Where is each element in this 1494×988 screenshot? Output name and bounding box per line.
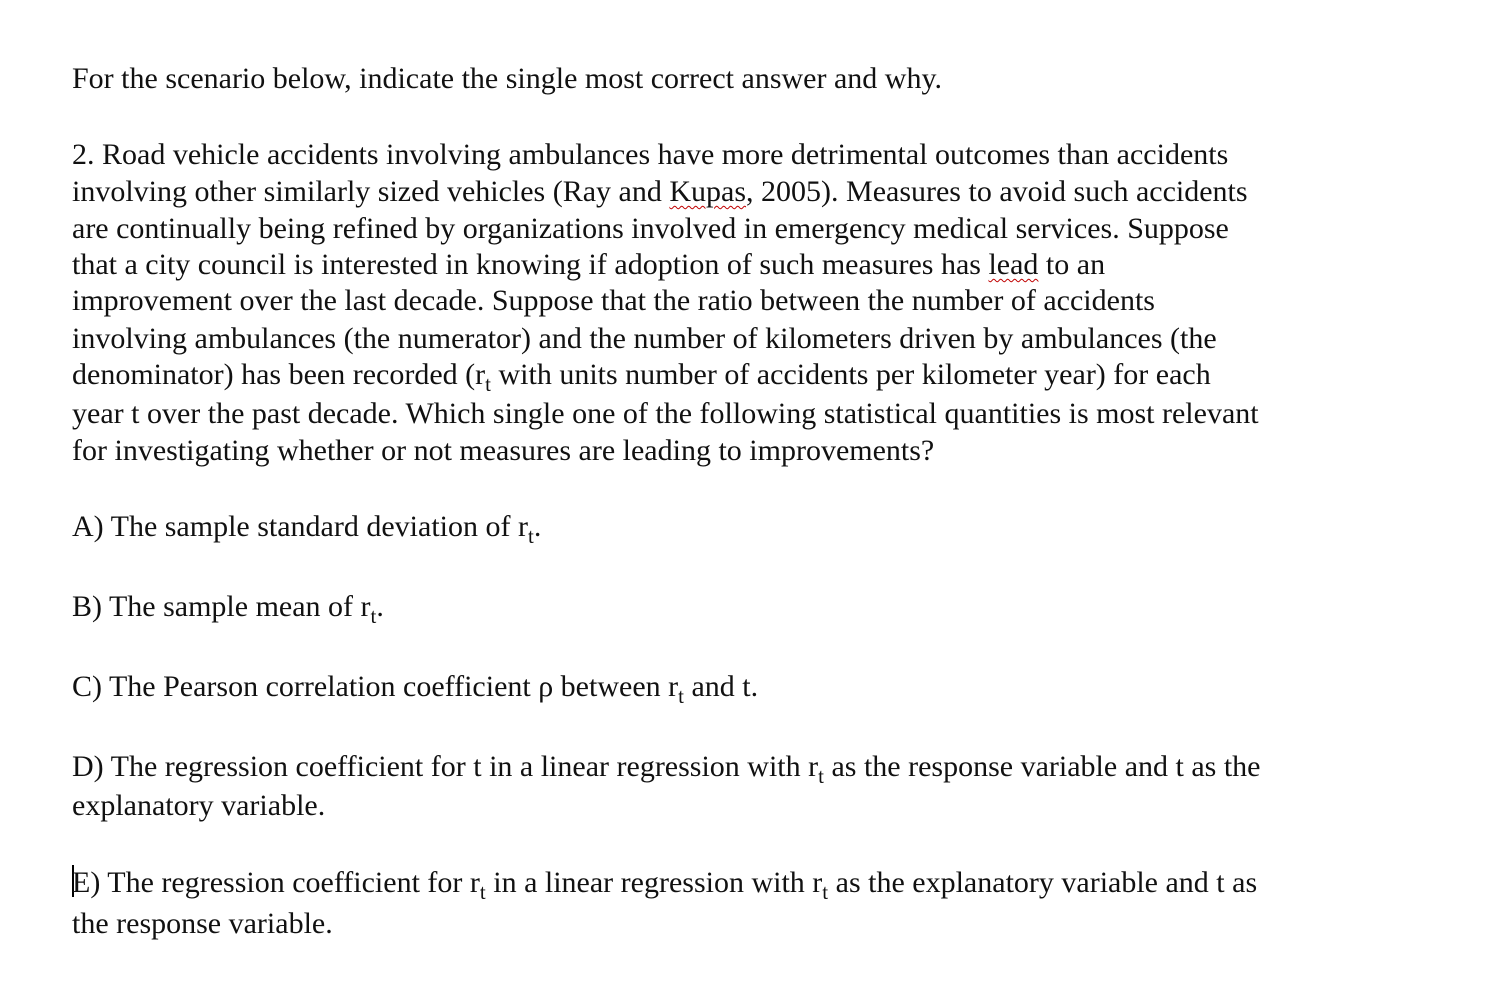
question-line: involving ambulances (the numerator) and the number of kilometers driven by ambulances (the xyxy=(72,322,1217,355)
text-run: A) The sample standard deviation of r xyxy=(72,510,528,543)
text-run: involving other similarly sized vehicles (Ray and xyxy=(72,175,670,208)
subscript: t xyxy=(678,684,684,708)
text-run: as the explanatory variable and t as xyxy=(828,866,1258,899)
question-line xyxy=(72,246,1105,283)
question-line: year t over the past decade. Which single one of the following statistical quantities is most relevant xyxy=(72,397,1259,430)
option-c xyxy=(72,668,758,708)
text-run: C) The Pearson correlation coefficient ρ between r xyxy=(72,670,679,703)
text-run: in a linear regression with r xyxy=(485,866,823,899)
text-run: B) The sample mean of r xyxy=(72,590,371,623)
subscript: t xyxy=(818,764,824,788)
misspelled-word[interactable]: lead xyxy=(988,248,1039,281)
text-run: to an xyxy=(1038,248,1106,281)
text-run: that a city council is interested in knowing if adoption of such measures has xyxy=(72,248,989,281)
subscript: t xyxy=(822,880,829,904)
question-line: 2. Road vehicle accidents involving ambulances have more detrimental outcomes than accidents xyxy=(72,138,1229,171)
subscript: t xyxy=(479,880,486,904)
subscript: t xyxy=(370,604,377,628)
text-run: as the response variable and t as the xyxy=(823,750,1261,783)
misspelled-word[interactable]: Kupas xyxy=(669,175,747,208)
question-line: for investigating whether or not measures are leading to improvements? xyxy=(72,434,935,467)
option-line xyxy=(72,748,1261,788)
option-line xyxy=(72,864,1257,904)
question-line: improvement over the last decade. Suppose that the ratio between the number of accidents xyxy=(72,284,1155,317)
question-line xyxy=(72,173,1248,210)
text-run: E) The regression coefficient for r xyxy=(72,866,480,899)
text-run: , 2005). Measures to avoid such accidents xyxy=(746,175,1248,208)
subscript: t xyxy=(485,372,491,396)
instruction-text: For the scenario below, indicate the single most correct answer and why. xyxy=(72,62,942,95)
text-run: with units number of accidents per kilometer year) for each xyxy=(491,358,1211,391)
option-b xyxy=(72,588,384,628)
text-run: denominator) has been recorded (r xyxy=(72,358,486,391)
option-a xyxy=(72,508,541,548)
text-run: and t. xyxy=(683,670,759,703)
option-line: explanatory variable. xyxy=(72,789,326,822)
subscript: t xyxy=(527,524,534,548)
text-run: . xyxy=(533,510,542,543)
text-run: . xyxy=(376,590,384,623)
question-line: are continually being refined by organizations involved in emergency medical services. Suppose xyxy=(72,212,1229,245)
option-line: the response variable. xyxy=(72,907,333,940)
text-run: D) The regression coefficient for t in a linear regression with r xyxy=(72,750,819,783)
question-line xyxy=(72,356,1211,396)
